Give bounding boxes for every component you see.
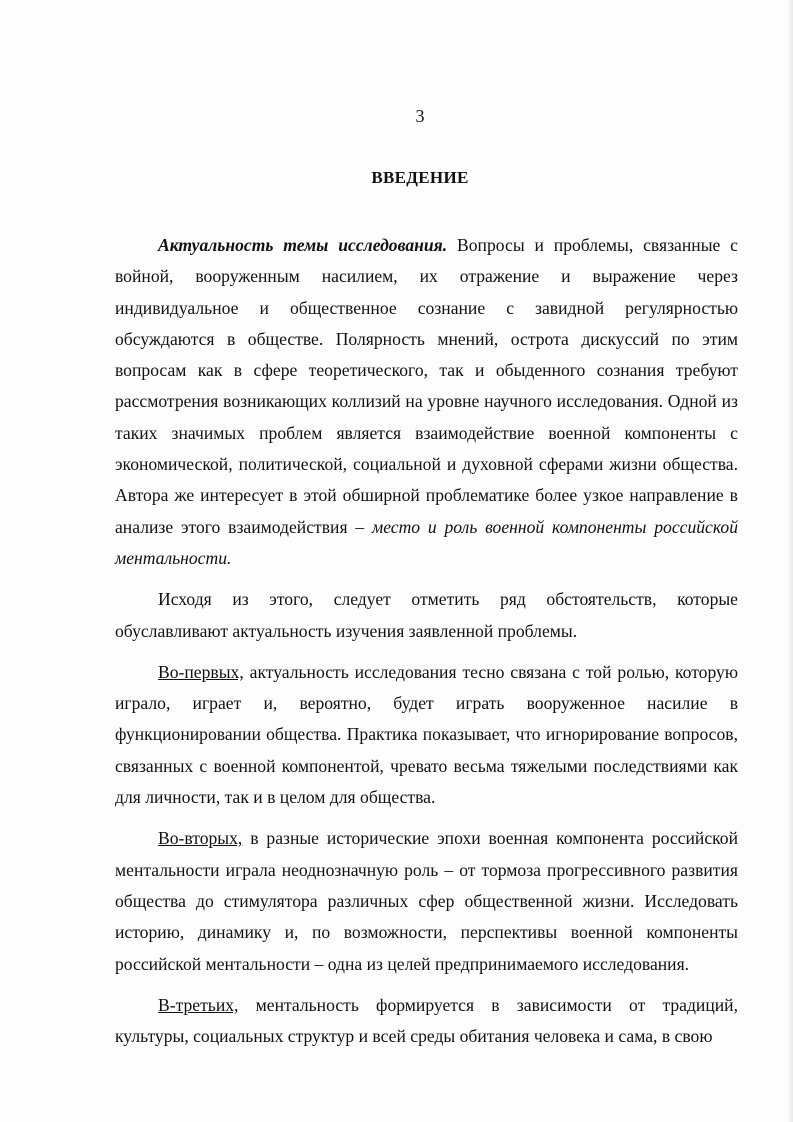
paragraph-second	[115, 823, 738, 979]
paragraph-third	[115, 990, 738, 1053]
paragraph-circumstances	[115, 584, 738, 647]
section-heading: ВВЕДЕНИЕ	[371, 168, 469, 187]
paragraph-lead: Во-первых,	[158, 661, 244, 682]
body-text	[115, 230, 738, 1052]
paragraph-text: ментальность формируется в зависимости от традиций, культуры, социальных структур и всей среды обитания человека и сама, в свою	[115, 994, 738, 1047]
paragraph-first	[115, 657, 738, 813]
paragraph-text: Исходя из этого, следует отметить ряд обстоятельств, которые обуславливают актуальность изучения заявленной проблемы.	[115, 589, 738, 641]
paragraph-lead: Актуальность темы исследования.	[158, 235, 448, 255]
paragraph-lead: Во-вторых,	[158, 828, 243, 849]
paragraph-lead: В-третьих,	[158, 994, 239, 1015]
page-number: 3	[415, 106, 425, 126]
paragraph-text: Вопросы и проблемы, связанные с войной, вооруженным насилием, их отражение и выражение через индивидуальное и общественное сознание с завидной регулярностью обсуждаются в обществе. Полярность мнений, острота дискуссий по этим вопросам как в сфере теоретического, так и обыденного сознания требуют рассмотрения возникающих коллизий на уровне научного исследования. Одной из таких значимых проблем является взаимодействие военной компоненты с экономической, политической, социальной и духовной сферами жизни общества. Автора же интересует в этой обширной проблематике более узкое направление в анализе этого взаимодействия –	[115, 235, 738, 537]
paragraph-emphasis: место и роль военной компоненты российской ментальности.	[115, 516, 738, 568]
paragraph-text: актуальность исследования тесно связана с той ролью, которую играло, играет и, вероятно, будет играть вооруженное насилие в функционировании общества. Практика показывает, что игнорирование вопросов, связанных с военной компонентой, чревато весьма тяжелыми последствиями как для личности, так и в целом для общества.	[115, 661, 738, 808]
paragraph-relevance	[115, 230, 738, 574]
paragraph-text: в разные исторические эпохи военная компонента российской ментальности играла неоднозначную роль – от тормоза прогрессивного развития общества до стимулятора различных сфер общественной жизни. Исследовать историю, динамику и, по возможности, перспективы военной компоненты российской ментальности – одна из целей предпринимаемого исследования.	[115, 828, 738, 974]
